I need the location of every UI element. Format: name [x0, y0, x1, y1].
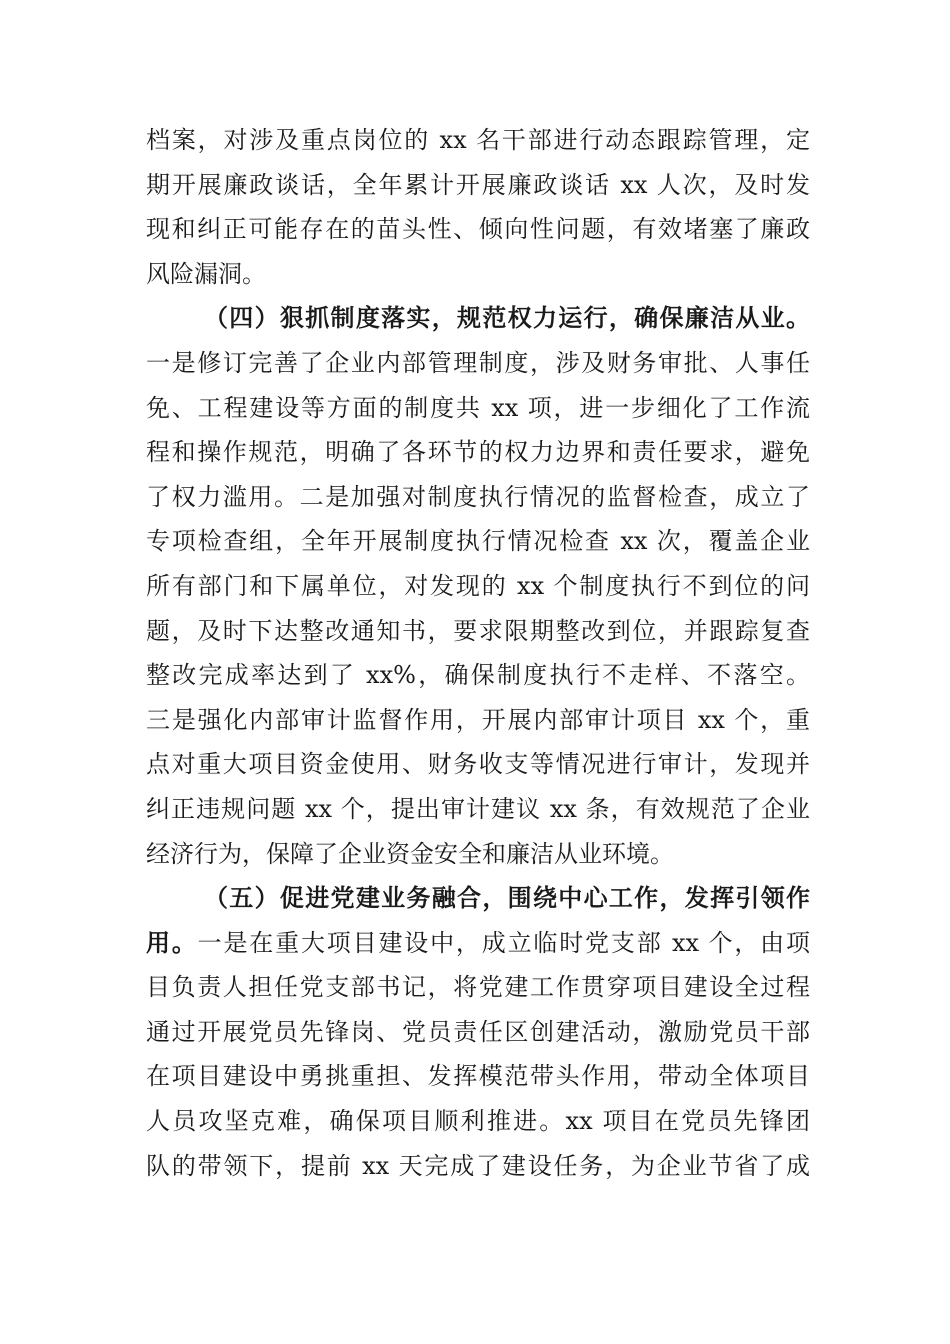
document-body: [146, 118, 810, 1188]
text-line: 经济行为，保障了企业资金安全和廉洁从业环境。: [146, 839, 674, 868]
text-line: 题，及时下达整改通知书，要求限期整改到位，并跟踪复查: [146, 616, 810, 645]
text-line: 免、工程建设等方面的制度共 xx 项，进一步细化了工作流: [146, 393, 810, 422]
text-line: 风险漏洞。: [146, 259, 266, 288]
text-line: 程和操作规范，明确了各环节的权力边界和责任要求，避免: [146, 438, 810, 467]
text-line: 一是修订完善了企业内部管理制度，涉及财务审批、人事任: [146, 348, 810, 377]
section-heading-4: （四）狠抓制度落实，规范权力运行，确保廉洁从业。: [204, 303, 810, 333]
text-line: 档案，对涉及重点岗位的 xx 名干部进行动态跟踪管理，定: [146, 126, 810, 154]
section-heading-5: （五）促进党建业务融合，围绕中心工作，发挥引领作: [204, 883, 810, 913]
text-line: 所有部门和下属单位，对发现的 xx 个制度执行不到位的问: [146, 571, 810, 600]
text-line: 点对重大项目资金使用、财务收支等情况进行审计，发现并: [146, 750, 810, 779]
text-line-mixed: [146, 921, 810, 966]
text-line: 通过开展党员先锋岗、党员责任区创建活动，激励党员干部: [146, 1017, 810, 1046]
text-line: 了权力滥用。二是加强对制度执行情况的监督检查，成立了: [146, 482, 810, 511]
text-line: 在项目建设中勇挑重担、发挥模范带头作用，带动全体项目: [146, 1062, 810, 1091]
text-line: 专项检查组，全年开展制度执行情况检查 xx 次，覆盖企业: [146, 527, 810, 556]
text-line-rest: 一是在重大项目建设中，成立临时党支部 xx 个，由项: [197, 928, 811, 957]
text-line: 三是强化内部审计监督作用，开展内部审计项目 xx 个，重: [146, 705, 810, 734]
text-line: 整改完成率达到了 xx%，确保制度执行不走样、不落空。: [146, 661, 810, 690]
text-line: 目负责人担任党支部书记，将党建工作贯穿项目建设全过程: [146, 973, 810, 1002]
text-line: 纠正违规问题 xx 个，提出审计建议 xx 条，有效规范了企业: [146, 794, 810, 823]
text-line: 队的带领下，提前 xx 天完成了建设任务，为企业节省了成: [146, 1151, 810, 1180]
section-heading-5-cont: 用。: [146, 927, 198, 957]
text-line: 现和纠正可能存在的苗头性、倾向性问题，有效堵塞了廉政: [146, 215, 810, 244]
text-line: 期开展廉政谈话，全年累计开展廉政谈话 xx 人次，及时发: [146, 170, 810, 199]
text-line: 人员攻坚克难，确保项目顺利推进。xx 项目在党员先锋团: [146, 1107, 810, 1136]
